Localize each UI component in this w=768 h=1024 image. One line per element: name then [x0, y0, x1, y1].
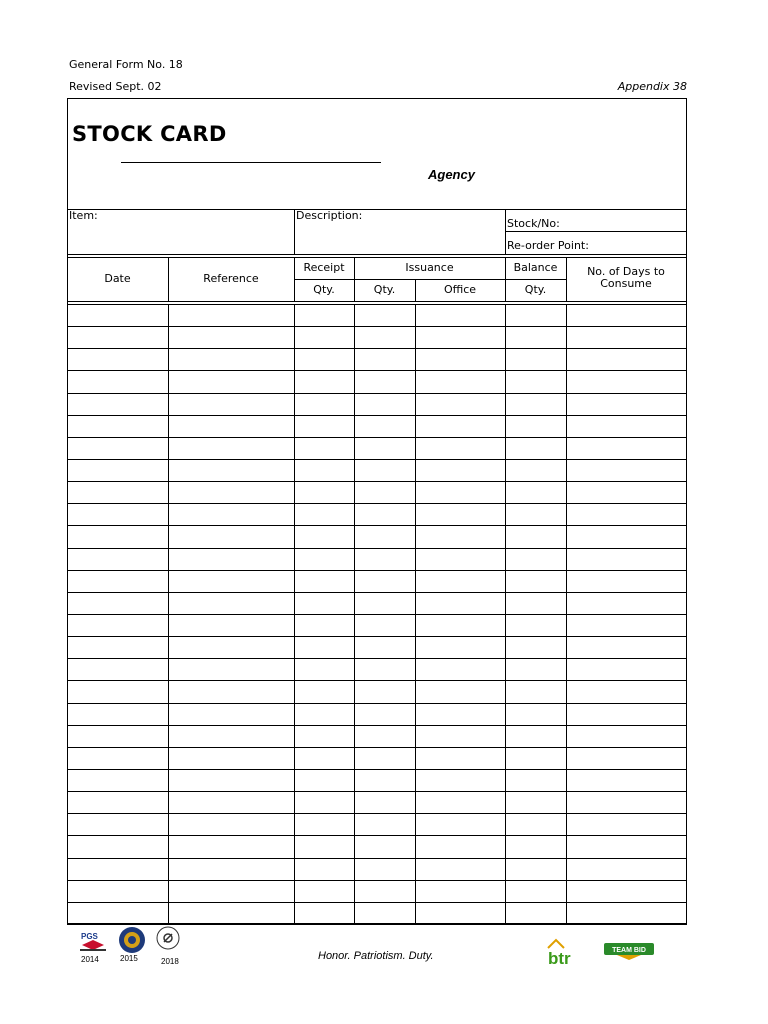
grid-row-line	[67, 614, 687, 615]
stock-no-label: Stock/No:	[507, 217, 560, 230]
grid-col-line	[67, 304, 68, 924]
grid-row-line	[67, 880, 687, 881]
grid-row-line	[67, 703, 687, 704]
grid-col-line	[294, 304, 295, 924]
grid-row-line	[67, 592, 687, 593]
year-2014: 2014	[81, 955, 99, 964]
divider	[67, 301, 687, 302]
grid-row-line	[67, 570, 687, 571]
iso-logo	[156, 926, 180, 950]
col-issuance-qty: Qty.	[373, 283, 396, 296]
divider	[67, 254, 687, 255]
col-balance-qty: Qty.	[524, 283, 547, 296]
grid-row-line	[67, 747, 687, 748]
grid-row-line	[67, 525, 687, 526]
svg-text:TEAM BID: TEAM BID	[612, 947, 646, 954]
divider	[67, 257, 687, 258]
grid-row-line	[67, 658, 687, 659]
col-issuance: Issuance	[405, 261, 454, 274]
grid-col-line	[505, 304, 506, 924]
grid-row-line	[67, 924, 687, 925]
divider	[294, 279, 566, 280]
grid-row-line	[67, 481, 687, 482]
col-receipt: Receipt	[303, 261, 345, 274]
grid-row-line	[67, 791, 687, 792]
divider	[294, 209, 295, 254]
agency-underline	[121, 162, 381, 163]
description-label: Description:	[296, 209, 363, 222]
divider	[67, 209, 687, 210]
grid-row-line	[67, 813, 687, 814]
grid-col-line	[686, 304, 687, 924]
form-number: General Form No. 18	[69, 58, 183, 71]
item-label: Item:	[69, 209, 98, 222]
grid-row-line	[67, 348, 687, 349]
grid-row-line	[67, 370, 687, 371]
grid-col-line	[566, 304, 567, 924]
col-date: Date	[104, 272, 131, 285]
reorder-point-label: Re-order Point:	[507, 239, 589, 252]
grid-row-line	[67, 326, 687, 327]
col-days-to-consume: No. of Days to Consume	[587, 265, 665, 290]
col-reference: Reference	[203, 272, 259, 285]
grid-row-line	[67, 393, 687, 394]
revised-date: Revised Sept. 02	[69, 80, 162, 93]
svg-text:PGS: PGS	[81, 932, 98, 941]
grid-row-line	[67, 858, 687, 859]
seal-logo	[117, 926, 147, 954]
svg-text:btr: btr	[548, 949, 571, 966]
grid-row-line	[67, 304, 687, 305]
grid-row-line	[67, 902, 687, 903]
grid-col-line	[354, 304, 355, 924]
team-bid-logo	[603, 941, 655, 961]
agency-label: Agency	[428, 167, 475, 182]
stock-entries-grid	[67, 304, 687, 924]
grid-col-line	[168, 304, 169, 924]
grid-row-line	[67, 503, 687, 504]
divider	[505, 231, 687, 232]
col-office: Office	[443, 283, 477, 296]
btr-logo	[546, 936, 582, 966]
divider	[566, 257, 567, 302]
pgs-logo	[76, 930, 110, 952]
year-2018: 2018	[161, 957, 179, 966]
year-2015: 2015	[120, 954, 138, 963]
grid-row-line	[67, 415, 687, 416]
grid-row-line	[67, 680, 687, 681]
form-title: STOCK CARD	[72, 122, 227, 146]
grid-row-line	[67, 769, 687, 770]
grid-row-line	[67, 437, 687, 438]
grid-row-line	[67, 835, 687, 836]
grid-row-line	[67, 459, 687, 460]
grid-col-line	[415, 304, 416, 924]
grid-row-line	[67, 636, 687, 637]
col-receipt-qty: Qty.	[313, 283, 335, 296]
grid-row-line	[67, 548, 687, 549]
motto: Honor. Patriotism. Duty.	[318, 950, 434, 962]
col-balance: Balance	[513, 261, 558, 274]
grid-row-line	[67, 725, 687, 726]
appendix-label: Appendix 38	[617, 80, 687, 93]
